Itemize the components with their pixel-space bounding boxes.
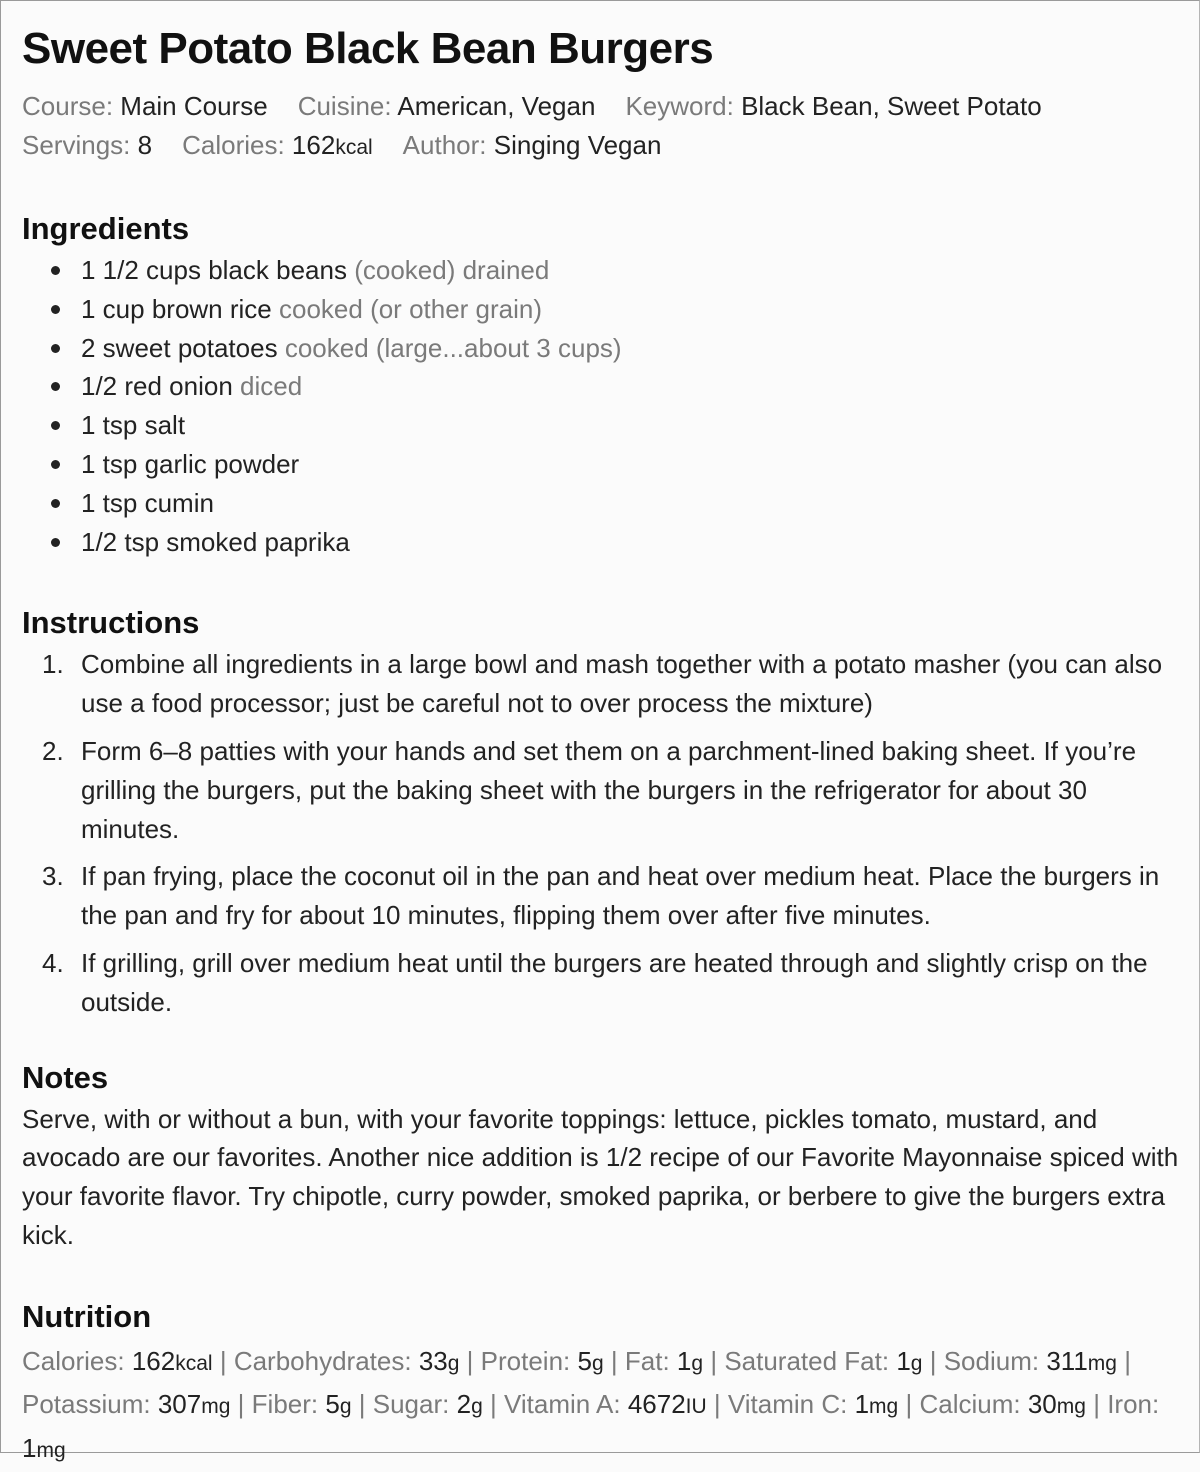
nutrition-label: Carbohydrates: (233, 1345, 412, 1376)
nutrition-item (22, 1346, 213, 1376)
ingredient-text: 1 tsp cumin (81, 487, 214, 518)
nutrition-unit: g (691, 1351, 704, 1375)
nutrition-unit: g (471, 1395, 483, 1419)
instructions-list (22, 645, 1182, 1021)
nutrition-label: Calcium: (919, 1389, 1021, 1420)
bullet-icon (51, 499, 60, 508)
nutrition-value: 1 (854, 1389, 870, 1420)
course-label: Course: (22, 91, 114, 121)
instructions-heading: Instructions (22, 605, 200, 641)
nutrition-unit: kcal (175, 1351, 213, 1375)
nutrition-unit: mg (1087, 1351, 1117, 1375)
nutrition-unit: mg (36, 1438, 66, 1462)
nutrition-item (919, 1389, 1085, 1419)
nutrition-unit: IU (685, 1395, 707, 1419)
nutrition-separator: | (219, 1345, 227, 1376)
ingredient-note: diced (240, 371, 303, 402)
nutrition-label: Sodium: (943, 1345, 1040, 1376)
author-label: Author: (402, 130, 487, 160)
nutrition-value: 30 (1027, 1389, 1057, 1420)
ingredient-note: (cooked) drained (354, 255, 550, 285)
ingredient-text: 1/2 tsp smoked paprika (81, 526, 350, 557)
nutrition-label: Potassium: (22, 1389, 151, 1420)
notes-heading: Notes (22, 1059, 109, 1095)
ingredient-item (22, 484, 1182, 523)
recipe-content (22, 21, 1182, 1472)
nutrition-label: Iron: (1107, 1389, 1160, 1420)
ingredients-list (22, 251, 1182, 561)
nutrition-heading: Nutrition (22, 1298, 152, 1334)
bullet-icon (51, 421, 60, 430)
servings-label: Servings: (22, 130, 131, 160)
bullet-icon (51, 460, 60, 469)
nutrition-value: 4672 (627, 1389, 686, 1420)
nutrition-item (944, 1346, 1117, 1376)
step-number: 3. (42, 861, 64, 892)
nutrition-separator: | (905, 1389, 913, 1420)
step-text: If pan frying, place the coconut oil in the pan and heat over medium heat. Place the burgers in the pan and fry for about 10 minutes, flipping them over after five minutes. (81, 861, 1160, 931)
cuisine-label: Cuisine: (297, 91, 392, 121)
meta-keyword (625, 87, 1041, 126)
keyword-value: Black Bean, Sweet Potato (741, 91, 1042, 121)
nutrition-separator: | (710, 1345, 718, 1376)
nutrition-item (22, 1389, 230, 1419)
meta-servings (22, 126, 152, 165)
nutrition-separator: | (1124, 1345, 1131, 1376)
nutrition-value: 5 (577, 1345, 592, 1376)
ingredient-item (22, 445, 1182, 484)
nutrition-value: 1 (22, 1432, 37, 1463)
ingredients-heading: Ingredients (22, 211, 190, 246)
nutrition-label: Fiber: (251, 1389, 319, 1420)
instruction-step (22, 944, 1182, 1022)
meta-row-2 (22, 126, 1182, 167)
ingredient-item (22, 523, 1182, 562)
bullet-icon (51, 538, 60, 547)
nutrition-separator: | (929, 1345, 937, 1376)
nutrition-separator: | (610, 1345, 618, 1376)
cuisine-value: American, Vegan (397, 91, 596, 121)
ingredient-item (22, 329, 1182, 368)
nutrition-label: Vitamin A: (503, 1389, 621, 1420)
meta-calories (182, 126, 373, 167)
nutrition-unit: g (910, 1351, 923, 1375)
bullet-icon (51, 305, 60, 314)
instruction-step (22, 645, 1182, 723)
bullet-icon (51, 344, 60, 353)
notes-section (22, 1058, 1182, 1255)
ingredient-text: 1 tsp salt (81, 410, 186, 441)
nutrition-separator: | (1093, 1389, 1100, 1420)
calories-label: Calories: (182, 130, 285, 160)
nutrition-value: 1 (676, 1345, 692, 1376)
ingredient-text: 1 1/2 cups black beans (81, 255, 347, 285)
nutrition-label: Sugar: (372, 1389, 450, 1420)
nutrition-item (252, 1389, 352, 1419)
author-value[interactable]: Singing Vegan (493, 130, 662, 160)
step-text: If grilling, grill over medium heat until the burgers are heated through and slightly crisp on the outside. (81, 947, 1148, 1017)
ingredient-item (22, 406, 1182, 445)
step-text: Combine all ingredients in a large bowl and mash together with a potato masher (you can also use a food processor; just be careful not to over process the mixture) (81, 649, 1163, 719)
step-number: 1. (42, 649, 64, 680)
nutrition-unit: mg (1056, 1395, 1086, 1419)
course-value: Main Course (120, 91, 268, 121)
nutrition-unit: g (339, 1395, 352, 1419)
nutrition-section (22, 1297, 1182, 1472)
nutrition-value: 162 (131, 1345, 176, 1376)
nutrition-value: 5 (325, 1389, 340, 1420)
ingredient-item (22, 290, 1182, 329)
step-text: Form 6–8 patties with your hands and set them on a parchment-lined baking sheet. If you’re grilling the burgers, put the baking sheet with the burgers in the refrigerator for about 30 minutes. (81, 735, 1137, 844)
bullet-icon (51, 382, 60, 391)
nutrition-label: Vitamin C: (727, 1389, 848, 1420)
instructions-section (22, 603, 1182, 1021)
meta-cuisine (298, 87, 596, 126)
ingredient-text: 2 sweet potatoes (81, 332, 278, 363)
nutrition-item (728, 1389, 898, 1419)
nutrition-value: 311 (1046, 1345, 1088, 1376)
nutrition-separator: | (237, 1389, 245, 1420)
calories-unit: kcal (335, 136, 373, 159)
nutrition-item (373, 1389, 483, 1419)
nutrition-unit: g (591, 1351, 604, 1375)
ingredient-item (22, 367, 1182, 406)
meta-author (403, 126, 662, 165)
step-number: 4. (42, 947, 64, 978)
keyword-label: Keyword: (625, 91, 734, 121)
nutrition-item (504, 1389, 707, 1419)
nutrition-separator: | (713, 1389, 721, 1420)
nutrition-item (234, 1346, 460, 1376)
servings-value: 8 (137, 130, 153, 160)
nutrition-item (724, 1346, 922, 1376)
nutrition-separator: | (466, 1345, 474, 1376)
ingredients-section (22, 209, 1182, 561)
nutrition-label: Calories: (22, 1345, 125, 1376)
step-number: 2. (42, 735, 64, 766)
nutrition-unit: mg (201, 1395, 231, 1419)
nutrition-label: Fat: (624, 1345, 670, 1376)
ingredient-item (22, 251, 1182, 290)
meta-course (22, 87, 268, 126)
instruction-step (22, 857, 1182, 935)
nutrition-unit: g (447, 1351, 460, 1375)
nutrition-label: Protein: (480, 1345, 571, 1376)
nutrition-separator: | (358, 1389, 366, 1420)
nutrition-facts (22, 1341, 1182, 1472)
nutrition-item (625, 1346, 703, 1376)
ingredient-note: cooked (or other grain) (279, 293, 543, 324)
recipe-title: Sweet Potato Black Bean Burgers (22, 24, 714, 73)
calories-value: 162 (291, 130, 336, 160)
nutrition-value: 307 (157, 1389, 202, 1420)
meta-row-1 (22, 87, 1182, 126)
nutrition-item (481, 1346, 604, 1376)
ingredient-text: 1 cup brown rice (81, 293, 272, 324)
nutrition-value: 33 (418, 1345, 448, 1376)
nutrition-separator: | (489, 1389, 497, 1420)
recipe-meta (22, 87, 1182, 167)
nutrition-value: 2 (456, 1389, 472, 1420)
ingredient-text: 1/2 red onion (81, 371, 233, 402)
instruction-step (22, 732, 1182, 848)
nutrition-value: 1 (896, 1345, 911, 1376)
nutrition-label: Saturated Fat: (724, 1345, 890, 1376)
notes-text: Serve, with or without a bun, with your favorite toppings: lettuce, pickles tomato, mustard, and avocado are our favorites. Another nice addition is 1/2 recipe of our Favorite Mayonnaise spiced with your favorite flavor. Try chipotle, curry powder, smoked paprika, or berbere to give the burgers extra kick. (22, 1103, 1179, 1250)
nutrition-unit: mg (869, 1395, 899, 1419)
ingredient-note: cooked (large...about 3 cups) (284, 332, 622, 363)
ingredient-text: 1 tsp garlic powder (81, 448, 300, 479)
bullet-icon (51, 266, 60, 275)
